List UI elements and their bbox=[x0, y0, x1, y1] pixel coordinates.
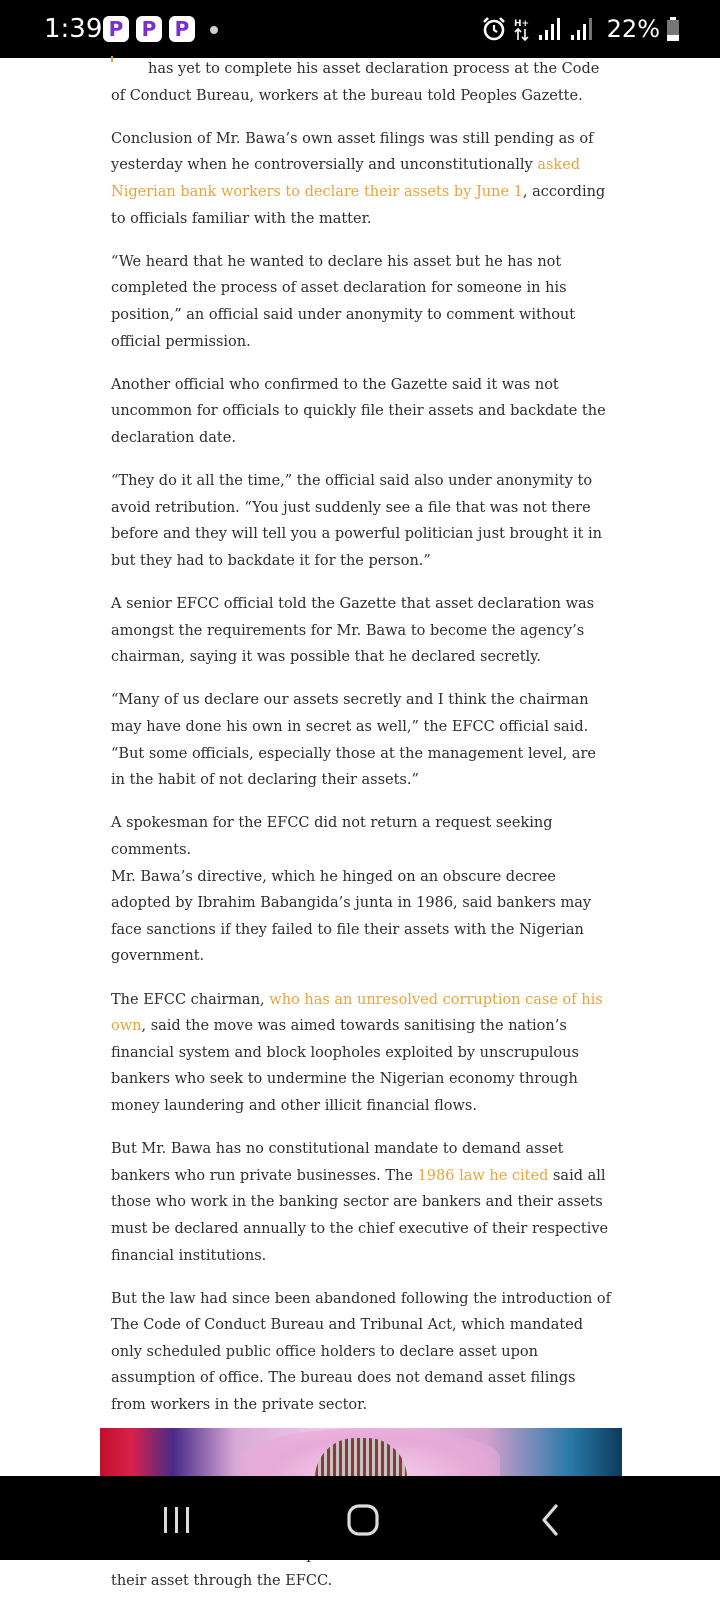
signal-icon bbox=[537, 17, 563, 41]
app-notification-icon: P bbox=[169, 16, 195, 42]
svg-text:H+: H+ bbox=[513, 19, 529, 29]
recent-apps-icon[interactable] bbox=[157, 1500, 197, 1540]
data-arrows-icon bbox=[513, 16, 531, 42]
app-notification-icon: P bbox=[103, 16, 129, 42]
article-paragraph: Another official who confirmed to the Gazette said it was not uncommon for officials to quickly file their assets and backdate the declaration date. bbox=[111, 376, 606, 446]
signal-icon bbox=[569, 17, 595, 41]
back-icon[interactable] bbox=[530, 1500, 570, 1540]
article-link[interactable]: 1986 law he cited bbox=[417, 1167, 549, 1184]
battery-percent: 22% bbox=[606, 15, 660, 43]
article-paragraph: A spokesman for the EFCC did not return a request seeking comments. Mr. Bawa’s directive, which he hinged on an obscure decree adopted by Ibrahim Babangida’s junta in 1986, said bankers may face sanctions if they failed to file their assets with the Nigerian government. bbox=[111, 815, 592, 965]
status-bar bbox=[0, 0, 720, 58]
article-paragraph: The EFCC chairman, who has an unresolved corruption case of his own, said the move was aimed towards sanitising the nation’s financial system and block loopholes exploited by unscrupulous bankers who seek to undermine the Nigerian economy through money laundering and other illicit financial flows. bbox=[111, 991, 603, 1114]
navigation-bar bbox=[0, 1476, 720, 1560]
article-link[interactable]: who has an unresolved corruption case of his own bbox=[111, 991, 603, 1035]
notification-app-icons bbox=[103, 16, 195, 42]
article-paragraph: has yet to complete his asset declaration process at the Code of Conduct Bureau, workers at the bureau told Peoples Gazette. bbox=[111, 61, 600, 104]
home-icon[interactable] bbox=[343, 1500, 383, 1540]
app-notification-icon: P bbox=[136, 16, 162, 42]
article-paragraph: “We heard that he wanted to declare his asset but he has not completed the process of asset declaration for someone in his position,” an official said under anonymity to comment without official permission. bbox=[111, 253, 576, 350]
article-paragraph: “They do it all the time,” the official said also under anonymity to avoid retribution. “You just suddenly see a file that was not there before and they will tell you a powerful politician just brought it in but they had to backdate it for the person.” bbox=[111, 473, 602, 569]
article-link[interactable]: asked Nigerian bank workers to declare their assets by June 1 bbox=[111, 157, 581, 200]
article-paragraph: A senior EFCC official told the Gazette that asset declaration was amongst the requirements for Mr. Bawa to become the agency’s chairman, saying it was possible that he declared secretly. bbox=[111, 596, 595, 666]
article-paragraph: “Many of us declare our assets secretly and I think the chairman may have done his own in secret as well,” the EFCC official said. “But some officials, especially those at the management level, are in the habit of not declaring their assets.” bbox=[111, 692, 596, 789]
article-paragraph: But Mr. Bawa has no constitutional mandate to demand asset bankers who run private businesses. The 1986 law he cited said all those who work in the banking sector are bankers and their assets must be declared annually to the chief executive of their respective financial institutions. bbox=[111, 1141, 609, 1264]
article-image bbox=[100, 1428, 622, 1476]
article-paragraph: But the law had since been abandoned following the introduction of The Code of Conduct Bureau and Tribunal Act, which mandated only scheduled public office holders to declare asset upon assumption of office. The bureau does not demand asset filings from workers in the private sector. bbox=[111, 1290, 611, 1414]
battery-icon bbox=[666, 16, 680, 42]
more-notifications-dot bbox=[210, 26, 218, 34]
article-body bbox=[111, 56, 611, 1611]
alarm-icon bbox=[481, 16, 507, 42]
article-paragraph: their asset through the EFCC. bbox=[111, 1573, 333, 1590]
status-time: 1:39 bbox=[44, 14, 103, 44]
article-paragraph: Conclusion of Mr. Bawa’s own asset filings was still pending as of yesterday when he controversially and unconstitutionally asked Nigerian bank workers to declare their assets by June 1, according to officials familiar with the matter. bbox=[111, 130, 606, 227]
status-indicators bbox=[481, 13, 680, 45]
